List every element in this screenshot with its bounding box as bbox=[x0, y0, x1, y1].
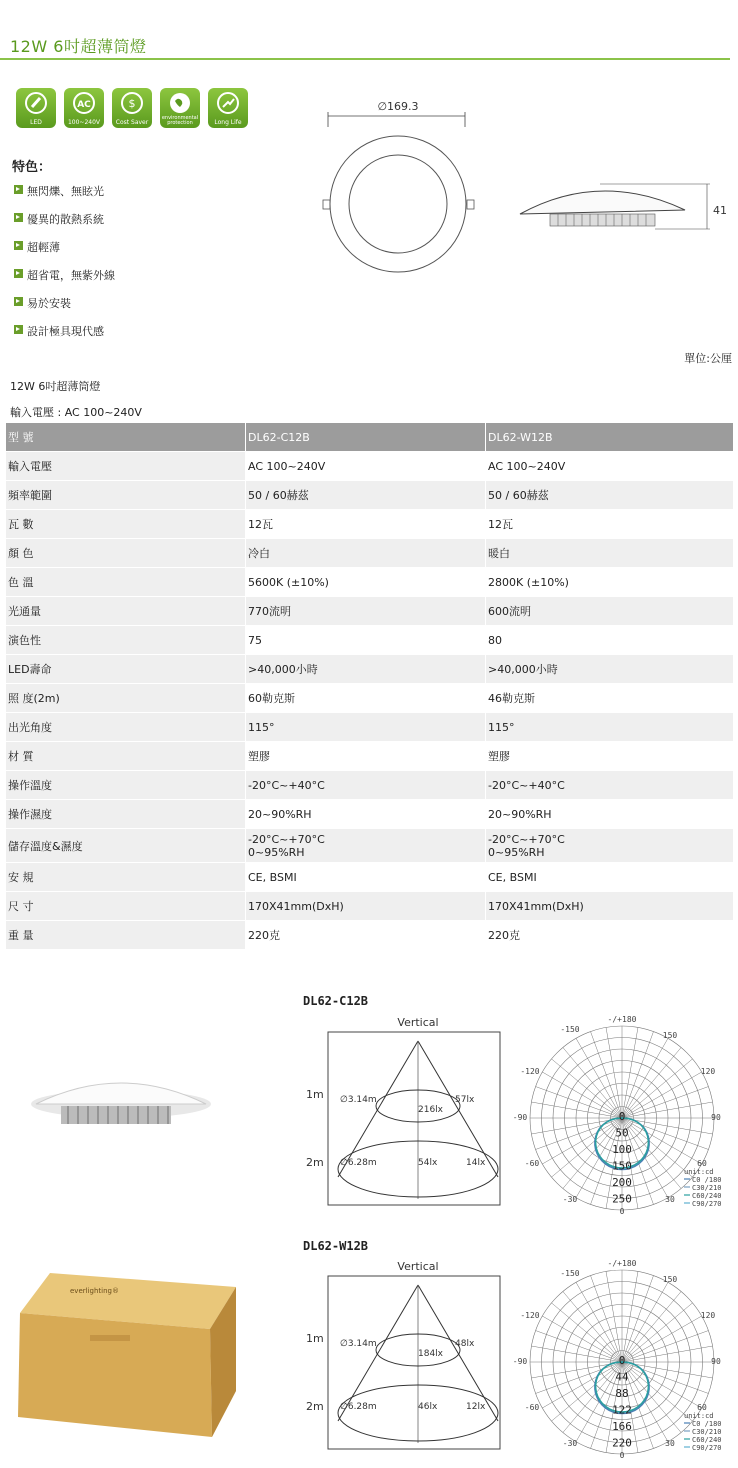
spec-value-cell: 20~90%RH bbox=[246, 800, 486, 829]
center-lux-1m: 184lx bbox=[418, 1349, 444, 1359]
spec-value-cell: 115° bbox=[486, 713, 734, 742]
ac-icon bbox=[72, 91, 96, 115]
polar-angle-label: -60 bbox=[524, 1159, 540, 1168]
center-lux-2m: 46lx bbox=[418, 1402, 438, 1412]
spec-value-cell: 冷白 bbox=[246, 539, 486, 568]
polar-ring-label: 200 bbox=[612, 1176, 632, 1189]
spec-label-cell: 重 量 bbox=[6, 921, 246, 950]
bullet-icon bbox=[14, 325, 23, 334]
spec-label-cell: 操作溫度 bbox=[6, 771, 246, 800]
table-row bbox=[6, 713, 734, 742]
svg-text:$: $ bbox=[128, 97, 136, 110]
diameter-1m: ∅3.14m bbox=[340, 1095, 377, 1105]
spec-label-cell: 操作濕度 bbox=[6, 800, 246, 829]
long-life-icon bbox=[216, 91, 240, 115]
bullet-icon bbox=[14, 185, 23, 194]
spec-value-cell: 220克 bbox=[486, 921, 734, 950]
polar-ring-label: 100 bbox=[612, 1143, 632, 1156]
spec-label-cell: 光通量 bbox=[6, 597, 246, 626]
spec-value-cell: 170X41mm(DxH) bbox=[486, 892, 734, 921]
table-row bbox=[6, 742, 734, 771]
polar-ring-label: 150 bbox=[612, 1159, 632, 1173]
polar-angle-label: 90 bbox=[711, 1113, 721, 1122]
polar-ring-label: 250 bbox=[612, 1192, 632, 1206]
polar-legend-entry: C0 /180 bbox=[692, 1420, 722, 1428]
spec-label-cell: LED壽命 bbox=[6, 655, 246, 684]
environmental-badge bbox=[160, 88, 200, 128]
table-row bbox=[6, 655, 734, 684]
spec-value-cell: -20°C~+70°C 0~95%RH bbox=[246, 829, 486, 863]
spec-value-cell: -20°C~+70°C 0~95%RH bbox=[486, 829, 734, 863]
input-voltage-note: 輸入電壓 : AC 100~240V bbox=[10, 406, 142, 419]
table-row bbox=[6, 921, 734, 950]
svg-text:everlighting®: everlighting® bbox=[70, 1287, 119, 1295]
long-life-badge bbox=[208, 88, 248, 128]
spec-value-cell: >40,000小時 bbox=[486, 655, 734, 684]
polar-angle-label: 60 bbox=[697, 1159, 707, 1168]
diameter-2m: ∅6.28m bbox=[340, 1402, 377, 1412]
spec-value-cell: 60勒克斯 bbox=[246, 684, 486, 713]
table-row bbox=[6, 800, 734, 829]
polar-angle-label: -150 bbox=[560, 1025, 580, 1034]
polar-ring-label: 50 bbox=[615, 1126, 629, 1140]
spec-value-cell: 20~90%RH bbox=[486, 800, 734, 829]
page-title: 12W 6吋超薄筒燈 bbox=[10, 37, 147, 56]
table-row bbox=[6, 684, 734, 713]
diameter-label: ∅169.3 bbox=[377, 100, 419, 113]
table-row bbox=[6, 597, 734, 626]
badge-label: 100~240V bbox=[67, 119, 101, 126]
polar-angle-label: -90 bbox=[512, 1113, 528, 1122]
light-cone-diagram bbox=[300, 1258, 505, 1453]
downlight-photo bbox=[26, 1068, 216, 1138]
table-row bbox=[6, 863, 734, 892]
features-title: 特色： bbox=[12, 160, 52, 175]
bullet-icon bbox=[14, 269, 23, 278]
polar-legend-entry: C30/210 bbox=[692, 1428, 722, 1436]
title-divider bbox=[0, 58, 730, 60]
model-title: DL62-W12B bbox=[303, 1239, 369, 1253]
polar-ring-label: 88 bbox=[615, 1387, 629, 1400]
spec-value-cell: 50 / 60赫茲 bbox=[486, 481, 734, 510]
spec-value-cell: 170X41mm(DxH) bbox=[246, 892, 486, 921]
spec-value-cell: >40,000小時 bbox=[246, 655, 486, 684]
edge-lux-1m: 57lx bbox=[455, 1095, 475, 1105]
cone-title: Vertical bbox=[397, 1260, 439, 1273]
feature-badges bbox=[16, 88, 248, 128]
spec-value-cell: CE, BSMI bbox=[486, 863, 734, 892]
polar-angle-label: -30 bbox=[562, 1195, 578, 1204]
distance-1m: 1m bbox=[306, 1332, 324, 1345]
badge-label: Long Life bbox=[214, 119, 242, 126]
led-icon bbox=[24, 91, 48, 115]
spec-value-cell: 80 bbox=[486, 626, 734, 655]
badge-label: LED bbox=[30, 119, 42, 126]
polar-legend-entry: C90/270 bbox=[692, 1200, 722, 1208]
edge-lux-2m: 12lx bbox=[466, 1402, 486, 1412]
polar-angle-label: -150 bbox=[560, 1269, 580, 1278]
spec-value-cell: 75 bbox=[246, 626, 486, 655]
polar-legend-entry: unit:cd bbox=[684, 1168, 714, 1176]
spec-value-cell: 暖白 bbox=[486, 539, 734, 568]
diameter-1m: ∅3.14m bbox=[340, 1339, 377, 1349]
table-row bbox=[6, 626, 734, 655]
polar-ring-label: 0 bbox=[618, 1110, 626, 1123]
spec-value-cell: -20°C~+40°C bbox=[246, 771, 486, 800]
center-lux-1m: 216lx bbox=[418, 1105, 444, 1115]
spec-table bbox=[5, 422, 734, 950]
list-item: 超省電，無紫外線 bbox=[14, 267, 115, 295]
polar-angle-label: -120 bbox=[520, 1067, 540, 1076]
ac-text: AC bbox=[77, 100, 91, 110]
polar-angle-label: -30 bbox=[562, 1439, 578, 1448]
section-subtitle: 12W 6吋超薄筒燈 bbox=[10, 380, 101, 393]
polar-legend-entry: C90/270 bbox=[692, 1444, 722, 1452]
polar-angle-label: 0 bbox=[619, 1451, 625, 1460]
spec-label-cell: 儲存溫度&濕度 bbox=[6, 829, 246, 863]
spec-label-cell: 輸入電壓 bbox=[6, 452, 246, 481]
led-badge bbox=[16, 88, 56, 128]
light-cone-diagram bbox=[300, 1014, 505, 1209]
polar-legend-entry: unit:cd bbox=[684, 1412, 714, 1420]
polar-ring-label: 166 bbox=[612, 1420, 632, 1433]
table-row bbox=[6, 771, 734, 800]
product-box-photo bbox=[10, 1265, 242, 1443]
center-lux-2m: 54lx bbox=[418, 1158, 438, 1168]
polar-angle-label: 90 bbox=[711, 1357, 721, 1366]
spec-value-cell: 46勒克斯 bbox=[486, 684, 734, 713]
polar-intensity-chart bbox=[512, 1258, 734, 1463]
spec-label-cell: 瓦 數 bbox=[6, 510, 246, 539]
height-label: 41 bbox=[713, 204, 727, 217]
table-row bbox=[6, 452, 734, 481]
polar-angle-label: -/+180 bbox=[607, 1259, 637, 1268]
list-item: 超輕薄 bbox=[14, 239, 115, 267]
spec-label-cell: 出光角度 bbox=[6, 713, 246, 742]
spec-value-cell: 220克 bbox=[246, 921, 486, 950]
spec-value-cell: 600流明 bbox=[486, 597, 734, 626]
edge-lux-1m: 48lx bbox=[455, 1339, 475, 1349]
spec-value-cell: CE, BSMI bbox=[246, 863, 486, 892]
table-header-row bbox=[6, 423, 734, 452]
spec-label-cell: 色 溫 bbox=[6, 568, 246, 597]
spec-value-cell: 2800K (±10%) bbox=[486, 568, 734, 597]
table-row bbox=[6, 510, 734, 539]
table-row bbox=[6, 539, 734, 568]
polar-angle-label: -90 bbox=[512, 1357, 528, 1366]
bullet-icon bbox=[14, 213, 23, 222]
spec-label-cell: 材 質 bbox=[6, 742, 246, 771]
spec-value-cell: -20°C~+40°C bbox=[486, 771, 734, 800]
bullet-icon bbox=[14, 297, 23, 306]
unit-label: 單位:公厘 bbox=[684, 352, 732, 365]
table-header-cell: DL62-W12B bbox=[486, 423, 734, 452]
polar-angle-label: 150 bbox=[662, 1275, 678, 1284]
list-item: 優異的散熱系統 bbox=[14, 211, 115, 239]
polar-angle-label: 30 bbox=[665, 1195, 675, 1204]
spec-label-cell: 照 度(2m) bbox=[6, 684, 246, 713]
polar-angle-label: -120 bbox=[520, 1311, 540, 1320]
spec-value-cell: 塑膠 bbox=[246, 742, 486, 771]
polar-legend-entry: C0 /180 bbox=[692, 1176, 722, 1184]
polar-angle-label: -/+180 bbox=[607, 1015, 637, 1024]
spec-value-cell: 塑膠 bbox=[486, 742, 734, 771]
environmental-icon bbox=[168, 91, 192, 115]
cone-title: Vertical bbox=[397, 1016, 439, 1029]
polar-intensity-chart bbox=[512, 1014, 734, 1219]
bullet-icon bbox=[14, 241, 23, 250]
edge-lux-2m: 14lx bbox=[466, 1158, 486, 1168]
model-title: DL62-C12B bbox=[303, 994, 369, 1008]
spec-value-cell: 50 / 60赫茲 bbox=[246, 481, 486, 510]
cost-saver-icon bbox=[120, 91, 144, 115]
table-header-cell: 型 號 bbox=[6, 423, 246, 452]
polar-ring-label: 44 bbox=[615, 1370, 629, 1384]
spec-value-cell: 12瓦 bbox=[246, 510, 486, 539]
table-row bbox=[6, 829, 734, 863]
distance-1m: 1m bbox=[306, 1088, 324, 1101]
badge-label: Cost Saver bbox=[115, 119, 149, 126]
spec-value-cell: 12瓦 bbox=[486, 510, 734, 539]
list-item: 易於安裝 bbox=[14, 295, 115, 323]
polar-ring-label: 0 bbox=[618, 1354, 626, 1367]
features-list bbox=[14, 183, 115, 351]
list-item: 設計極具現代感 bbox=[14, 323, 115, 351]
badge-label: environmental protection bbox=[161, 115, 199, 126]
distance-2m: 2m bbox=[306, 1400, 324, 1413]
polar-angle-label: 30 bbox=[665, 1439, 675, 1448]
spec-label-cell: 顏 色 bbox=[6, 539, 246, 568]
polar-angle-label: -60 bbox=[524, 1403, 540, 1412]
polar-angle-label: 150 bbox=[662, 1031, 678, 1040]
spec-value-cell: 770流明 bbox=[246, 597, 486, 626]
spec-value-cell: 115° bbox=[246, 713, 486, 742]
cost-saver-badge bbox=[112, 88, 152, 128]
spec-label-cell: 演色性 bbox=[6, 626, 246, 655]
table-row bbox=[6, 481, 734, 510]
polar-angle-label: 0 bbox=[619, 1207, 625, 1216]
spec-label-cell: 安 規 bbox=[6, 863, 246, 892]
ac-badge bbox=[64, 88, 104, 128]
diameter-2m: ∅6.28m bbox=[340, 1158, 377, 1168]
table-row bbox=[6, 892, 734, 921]
polar-ring-label: 220 bbox=[612, 1436, 632, 1450]
polar-legend-entry: C60/240 bbox=[692, 1192, 722, 1200]
table-row bbox=[6, 568, 734, 597]
distance-2m: 2m bbox=[306, 1156, 324, 1169]
polar-angle-label: 120 bbox=[700, 1067, 716, 1076]
spec-label-cell: 尺 寸 bbox=[6, 892, 246, 921]
spec-value-cell: AC 100~240V bbox=[246, 452, 486, 481]
polar-legend-entry: C60/240 bbox=[692, 1436, 722, 1444]
dimension-drawing bbox=[310, 92, 735, 282]
polar-angle-label: 60 bbox=[697, 1403, 707, 1412]
spec-label-cell: 頻率範圍 bbox=[6, 481, 246, 510]
polar-legend-entry: C30/210 bbox=[692, 1184, 722, 1192]
spec-value-cell: AC 100~240V bbox=[486, 452, 734, 481]
polar-angle-label: 120 bbox=[700, 1311, 716, 1320]
spec-value-cell: 5600K (±10%) bbox=[246, 568, 486, 597]
list-item: 無閃爍、無眩光 bbox=[14, 183, 115, 211]
polar-ring-label: 122 bbox=[612, 1403, 632, 1417]
table-header-cell: DL62-C12B bbox=[246, 423, 486, 452]
